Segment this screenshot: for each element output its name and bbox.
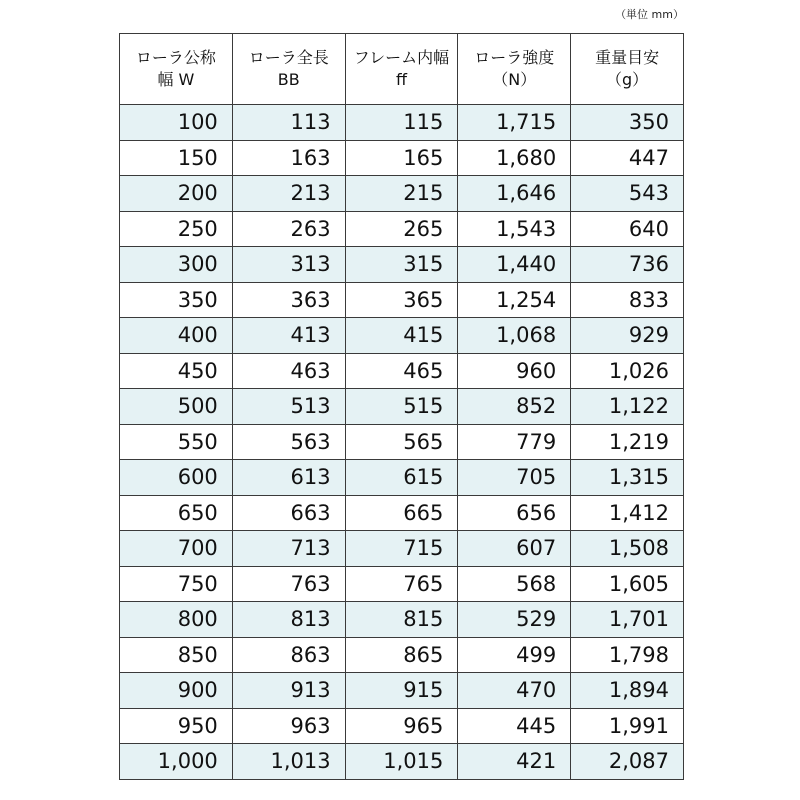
cell-frame-inner-width: 215 — [345, 176, 458, 212]
table-row — [120, 708, 684, 744]
cell-roller-strength: 607 — [458, 531, 571, 567]
cell-nominal-width: 400 — [120, 318, 233, 354]
cell-weight: 1,798 — [571, 637, 684, 673]
cell-roller-length: 363 — [232, 282, 345, 318]
cell-nominal-width: 250 — [120, 211, 233, 247]
cell-roller-length: 663 — [232, 495, 345, 531]
cell-roller-strength: 529 — [458, 602, 571, 638]
cell-roller-length: 713 — [232, 531, 345, 567]
cell-roller-length: 563 — [232, 424, 345, 460]
cell-nominal-width: 800 — [120, 602, 233, 638]
table-row — [120, 673, 684, 709]
header-nominal-width — [120, 34, 233, 105]
header-frame-inner-width — [345, 34, 458, 105]
table-body — [120, 105, 684, 780]
cell-roller-strength: 568 — [458, 566, 571, 602]
cell-weight: 1,991 — [571, 708, 684, 744]
cell-nominal-width: 600 — [120, 460, 233, 496]
cell-nominal-width: 100 — [120, 105, 233, 141]
cell-weight: 929 — [571, 318, 684, 354]
cell-nominal-width: 950 — [120, 708, 233, 744]
cell-nominal-width: 150 — [120, 140, 233, 176]
roller-spec-table — [119, 33, 684, 780]
cell-roller-strength: 1,715 — [458, 105, 571, 141]
cell-weight: 640 — [571, 211, 684, 247]
header-label-bottom: ff — [395, 70, 407, 89]
cell-weight: 2,087 — [571, 744, 684, 780]
cell-roller-strength: 1,254 — [458, 282, 571, 318]
cell-frame-inner-width: 615 — [345, 460, 458, 496]
cell-weight: 736 — [571, 247, 684, 283]
cell-frame-inner-width: 465 — [345, 353, 458, 389]
cell-nominal-width: 450 — [120, 353, 233, 389]
header-label-bottom: （N） — [492, 70, 537, 89]
cell-nominal-width: 650 — [120, 495, 233, 531]
cell-roller-length: 813 — [232, 602, 345, 638]
cell-roller-length: 113 — [232, 105, 345, 141]
table-row — [120, 105, 684, 141]
cell-weight: 833 — [571, 282, 684, 318]
cell-roller-strength: 779 — [458, 424, 571, 460]
cell-roller-length: 413 — [232, 318, 345, 354]
cell-roller-strength: 1,680 — [458, 140, 571, 176]
cell-nominal-width: 200 — [120, 176, 233, 212]
cell-nominal-width: 700 — [120, 531, 233, 567]
header-roller-length — [232, 34, 345, 105]
cell-frame-inner-width: 415 — [345, 318, 458, 354]
cell-nominal-width: 550 — [120, 424, 233, 460]
header-label-top: ローラ公称 — [135, 48, 216, 67]
table-row — [120, 140, 684, 176]
cell-frame-inner-width: 165 — [345, 140, 458, 176]
cell-roller-length: 163 — [232, 140, 345, 176]
cell-roller-strength: 1,646 — [458, 176, 571, 212]
cell-frame-inner-width: 315 — [345, 247, 458, 283]
cell-frame-inner-width: 815 — [345, 602, 458, 638]
cell-roller-strength: 1,068 — [458, 318, 571, 354]
cell-roller-length: 513 — [232, 389, 345, 425]
cell-nominal-width: 300 — [120, 247, 233, 283]
cell-weight: 1,026 — [571, 353, 684, 389]
table-row — [120, 282, 684, 318]
header-label-top: ローラ強度 — [474, 48, 555, 67]
header-label-bottom: 幅 W — [157, 70, 195, 89]
table-row — [120, 389, 684, 425]
cell-nominal-width: 350 — [120, 282, 233, 318]
cell-frame-inner-width: 265 — [345, 211, 458, 247]
cell-roller-strength: 656 — [458, 495, 571, 531]
header-row — [120, 34, 684, 105]
header-label-bottom: BB — [277, 70, 300, 89]
cell-roller-length: 263 — [232, 211, 345, 247]
cell-roller-length: 463 — [232, 353, 345, 389]
cell-frame-inner-width: 565 — [345, 424, 458, 460]
header-label-top: 重量目安 — [595, 48, 660, 67]
cell-weight: 1,894 — [571, 673, 684, 709]
cell-weight: 447 — [571, 140, 684, 176]
cell-frame-inner-width: 365 — [345, 282, 458, 318]
cell-frame-inner-width: 1,015 — [345, 744, 458, 780]
cell-frame-inner-width: 915 — [345, 673, 458, 709]
cell-roller-strength: 852 — [458, 389, 571, 425]
header-label-bottom: （g） — [606, 70, 649, 89]
table-row — [120, 424, 684, 460]
header-roller-strength — [458, 34, 571, 105]
cell-roller-length: 313 — [232, 247, 345, 283]
table-row — [120, 637, 684, 673]
cell-roller-strength: 470 — [458, 673, 571, 709]
cell-roller-length: 1,013 — [232, 744, 345, 780]
header-label-top: フレーム内幅 — [353, 48, 450, 67]
cell-nominal-width: 1,000 — [120, 744, 233, 780]
cell-weight: 1,315 — [571, 460, 684, 496]
table-row — [120, 353, 684, 389]
cell-roller-strength: 445 — [458, 708, 571, 744]
cell-nominal-width: 850 — [120, 637, 233, 673]
cell-frame-inner-width: 715 — [345, 531, 458, 567]
table-row — [120, 247, 684, 283]
table-row — [120, 531, 684, 567]
cell-weight: 1,412 — [571, 495, 684, 531]
cell-frame-inner-width: 515 — [345, 389, 458, 425]
cell-roller-strength: 1,440 — [458, 247, 571, 283]
cell-frame-inner-width: 765 — [345, 566, 458, 602]
table-header — [120, 34, 684, 105]
header-label-top: ローラ全長 — [248, 48, 329, 67]
cell-nominal-width: 500 — [120, 389, 233, 425]
cell-frame-inner-width: 865 — [345, 637, 458, 673]
cell-roller-length: 613 — [232, 460, 345, 496]
cell-roller-strength: 960 — [458, 353, 571, 389]
cell-weight: 1,701 — [571, 602, 684, 638]
cell-frame-inner-width: 665 — [345, 495, 458, 531]
cell-roller-length: 863 — [232, 637, 345, 673]
unit-note: （単位 mm） — [615, 8, 684, 21]
cell-weight: 543 — [571, 176, 684, 212]
cell-roller-strength: 1,543 — [458, 211, 571, 247]
table-row — [120, 602, 684, 638]
cell-roller-strength: 499 — [458, 637, 571, 673]
cell-weight: 1,508 — [571, 531, 684, 567]
header-weight — [571, 34, 684, 105]
table-row — [120, 495, 684, 531]
cell-roller-length: 213 — [232, 176, 345, 212]
cell-weight: 1,219 — [571, 424, 684, 460]
cell-roller-length: 963 — [232, 708, 345, 744]
cell-roller-strength: 705 — [458, 460, 571, 496]
cell-nominal-width: 750 — [120, 566, 233, 602]
table-row — [120, 211, 684, 247]
table-row — [120, 176, 684, 212]
cell-roller-length: 763 — [232, 566, 345, 602]
table-row — [120, 318, 684, 354]
table-row — [120, 460, 684, 496]
cell-weight: 1,122 — [571, 389, 684, 425]
cell-frame-inner-width: 965 — [345, 708, 458, 744]
cell-roller-strength: 421 — [458, 744, 571, 780]
cell-frame-inner-width: 115 — [345, 105, 458, 141]
cell-nominal-width: 900 — [120, 673, 233, 709]
cell-roller-length: 913 — [232, 673, 345, 709]
table-row — [120, 566, 684, 602]
cell-weight: 1,605 — [571, 566, 684, 602]
cell-weight: 350 — [571, 105, 684, 141]
table-row — [120, 744, 684, 780]
